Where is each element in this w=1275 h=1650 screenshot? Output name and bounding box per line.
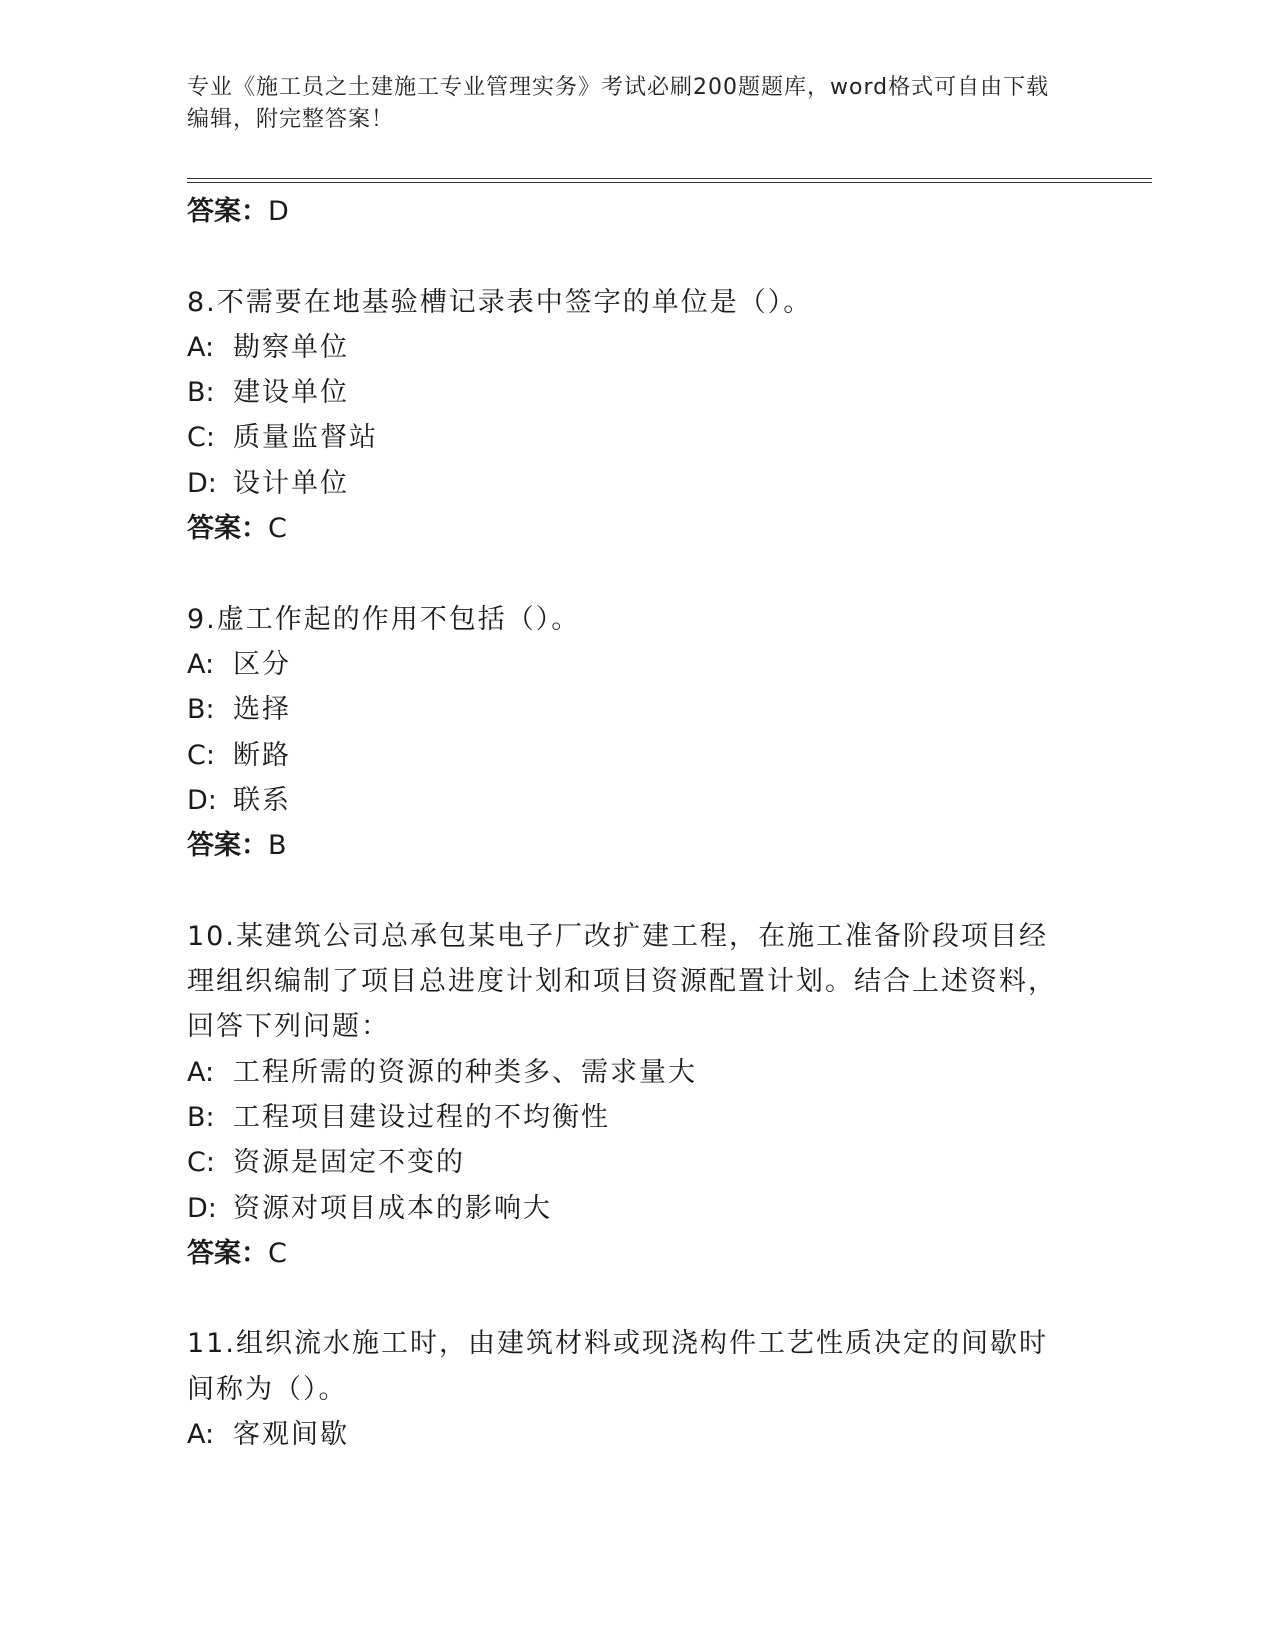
option-text: 建设单位: [233, 377, 349, 409]
question-8: [187, 280, 1087, 552]
header-divider: [187, 178, 1152, 183]
option-letter: B:: [187, 1101, 215, 1133]
option-text: 质量监督站: [233, 422, 378, 454]
question-text: 10.某建筑公司总承包某电子厂改扩建工程，在施工准备阶段项目经理组织编制了项目总进度计划和项目资源配置计划。结合上述资料，回答下列问题：: [187, 920, 1057, 1043]
option-text: 资源对项目成本的影响大: [233, 1192, 552, 1224]
answer-value: D: [268, 196, 289, 227]
question-text: 9.虚工作起的作用不包括（）。: [187, 603, 581, 635]
answer: [187, 1231, 1087, 1276]
option-letter: C:: [187, 422, 215, 454]
option-b: [187, 1095, 1087, 1140]
option-letter: C:: [187, 739, 215, 771]
previous-answer: [187, 189, 1087, 234]
option-text: 资源是固定不变的: [233, 1147, 465, 1179]
option-letter: D:: [187, 1192, 217, 1224]
option-letter: D:: [187, 784, 217, 816]
option-letter: D:: [187, 467, 217, 499]
answer-label: 答案：: [187, 1237, 268, 1269]
option-d: [187, 461, 1087, 506]
question-11: [187, 1321, 1087, 1457]
option-text: 断路: [233, 739, 291, 771]
option-letter: A:: [187, 331, 215, 363]
option-c: [187, 415, 1087, 460]
option-a: [187, 642, 1087, 687]
answer-label: 答案：: [187, 196, 268, 227]
option-c: [187, 733, 1087, 778]
option-text: 工程所需的资源的种类多、需求量大: [233, 1056, 697, 1088]
answer-value: C: [268, 513, 287, 545]
option-text: 区分: [233, 648, 291, 680]
question-text: 8.不需要在地基验槽记录表中签字的单位是（）。: [187, 286, 813, 318]
option-b: [187, 370, 1087, 415]
option-letter: B:: [187, 377, 215, 409]
option-d: [187, 778, 1087, 823]
option-letter: C:: [187, 1147, 215, 1179]
answer: [187, 506, 1087, 551]
option-text: 勘察单位: [233, 331, 349, 363]
option-a: [187, 1412, 1087, 1457]
option-text: 客观间歇: [233, 1419, 349, 1451]
question-text: 11.组织流水施工时，由建筑材料或现浇构件工艺性质决定的间歇时间称为（）。: [187, 1328, 1048, 1405]
option-text: 工程项目建设过程的不均衡性: [233, 1101, 610, 1133]
option-text: 联系: [233, 784, 291, 816]
option-text: 选择: [233, 694, 291, 726]
answer-label: 答案：: [187, 830, 268, 862]
option-text: 设计单位: [233, 467, 349, 499]
option-letter: A:: [187, 1419, 215, 1451]
answer-label: 答案：: [187, 513, 268, 545]
answer: [187, 823, 1087, 868]
option-letter: B:: [187, 694, 215, 726]
option-b: [187, 687, 1087, 732]
answer-value: B: [268, 830, 287, 862]
option-letter: A:: [187, 1056, 215, 1088]
question-9: [187, 597, 1087, 869]
option-c: [187, 1140, 1087, 1185]
document-body: [187, 189, 1087, 1457]
option-d: [187, 1186, 1087, 1231]
document-header: 专业《施工员之土建施工专业管理实务》考试必刷200题题库，word格式可自由下载编辑，附完整答案！: [187, 75, 1050, 132]
option-a: [187, 325, 1087, 370]
option-a: [187, 1050, 1087, 1095]
question-10: [187, 914, 1087, 1276]
option-letter: A:: [187, 648, 215, 680]
answer-value: C: [268, 1237, 287, 1269]
